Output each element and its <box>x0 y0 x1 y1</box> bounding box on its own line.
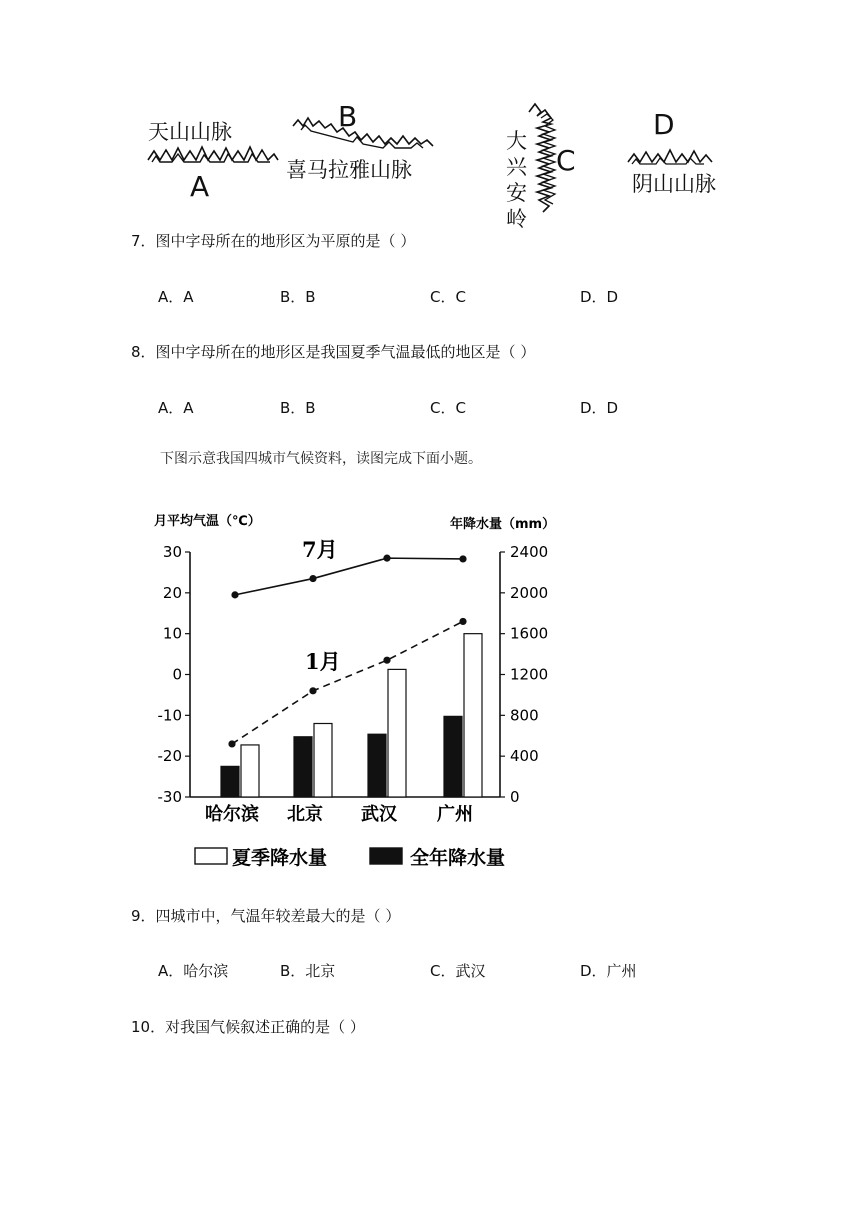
left-tick-label: 10 <box>162 624 182 643</box>
mountain-label-c-char: 安 <box>506 181 527 205</box>
right-tick-label: 400 <box>510 747 539 766</box>
mountain-letter-c: C <box>556 144 576 177</box>
legend-label-summer: 夏季降水量 <box>232 847 328 869</box>
point-july-temperature <box>459 555 466 562</box>
mountain-label-c-char: 岭 <box>506 207 527 231</box>
mountain-label-c-char: 大 <box>506 129 527 153</box>
mountain-label-c-char: 兴 <box>506 155 527 179</box>
right-tick-label: 0 <box>510 788 520 806</box>
legend-label-annual: 全年降水量 <box>410 847 506 869</box>
point-july-temperature <box>231 591 238 598</box>
point-january-temperature <box>228 740 235 747</box>
point-january-temperature <box>383 657 390 664</box>
bar-annual-precipitation <box>221 766 239 797</box>
question-9-option-d[interactable]: D．广州 <box>580 962 637 980</box>
question-7-option-a[interactable]: A．A <box>158 288 194 306</box>
question-7-stem: 7．图中字母所在的地形区为平原的是（ ） <box>131 232 416 250</box>
line-january-temperature <box>232 621 463 744</box>
right-tick-label: 1600 <box>510 624 549 643</box>
left-tick-label: 20 <box>162 583 182 602</box>
left-tick-label: -30 <box>157 788 182 806</box>
question-8-option-d[interactable]: D．D <box>580 399 619 417</box>
question-7-option-c[interactable]: C．C <box>430 288 466 306</box>
left-tick-label: 30 <box>162 543 182 561</box>
category-label: 武汉 <box>361 804 397 825</box>
right-tick-label: 2400 <box>510 543 549 561</box>
question-8-option-b[interactable]: B．B <box>280 399 316 417</box>
category-label: 广州 <box>437 804 473 825</box>
bar-summer-precipitation <box>388 669 406 797</box>
left-tick-label: -10 <box>157 706 182 725</box>
point-january-temperature <box>459 618 466 625</box>
point-july-temperature <box>383 555 390 562</box>
bar-annual-precipitation <box>294 737 312 797</box>
category-label: 北京 <box>287 804 323 825</box>
left-axis-title: 月平均气温（℃） <box>154 514 261 529</box>
mountain-label-a: 天山山脉 <box>148 120 232 144</box>
question-8-option-c[interactable]: C．C <box>430 399 466 417</box>
mountain-letter-d: D <box>653 108 675 141</box>
right-tick-label: 800 <box>510 706 539 725</box>
mountain-label-b: 喜马拉雅山脉 <box>286 158 412 182</box>
mountain-symbol-a <box>148 142 278 164</box>
bar-summer-precipitation <box>314 724 332 798</box>
series-label-july: 7月 <box>302 537 338 562</box>
legend-swatch-annual <box>370 848 402 864</box>
mountain-label-c <box>506 128 530 232</box>
mountain-letter-b: B <box>338 100 358 133</box>
right-tick-label: 1200 <box>510 665 549 684</box>
category-label: 哈尔滨 <box>205 804 259 825</box>
bar-summer-precipitation <box>241 745 259 797</box>
legend-swatch-summer <box>195 848 227 864</box>
mountain-label-d: 阴山山脉 <box>632 172 716 196</box>
mountain-symbol-d <box>628 146 712 166</box>
question-9-option-c[interactable]: C．武汉 <box>430 962 486 980</box>
question-8-stem: 8．图中字母所在的地形区是我国夏季气温最低的地区是（ ） <box>131 343 536 361</box>
line-july-temperature <box>235 558 463 595</box>
question-7-option-b[interactable]: B．B <box>280 288 316 306</box>
series-label-january: 1月 <box>305 649 341 674</box>
right-tick-label: 2000 <box>510 583 549 602</box>
question-7-option-d[interactable]: D．D <box>580 288 619 306</box>
right-axis-title: 年降水量（mm） <box>450 517 556 532</box>
chart-intro: 下图示意我国四城市气候资料，读图完成下面小题。 <box>160 451 482 467</box>
question-10-stem: 10．对我国气候叙述正确的是（ ） <box>131 1018 365 1036</box>
mountain-symbol-b <box>293 116 433 150</box>
question-9-option-b[interactable]: B．北京 <box>280 962 336 980</box>
bar-annual-precipitation <box>368 734 386 797</box>
question-9-option-a[interactable]: A．哈尔滨 <box>158 962 229 980</box>
point-january-temperature <box>309 687 316 694</box>
question-8-option-a[interactable]: A．A <box>158 399 194 417</box>
question-9-stem: 9．四城市中，气温年较差最大的是（ ） <box>131 907 401 925</box>
left-tick-label: 0 <box>172 665 182 684</box>
mountain-letter-a: A <box>190 170 210 203</box>
bar-summer-precipitation <box>464 634 482 797</box>
point-july-temperature <box>309 575 316 582</box>
climate-chart <box>140 500 556 880</box>
left-tick-label: -20 <box>157 747 182 766</box>
bar-annual-precipitation <box>444 716 462 797</box>
mountain-symbol-c <box>525 102 559 214</box>
